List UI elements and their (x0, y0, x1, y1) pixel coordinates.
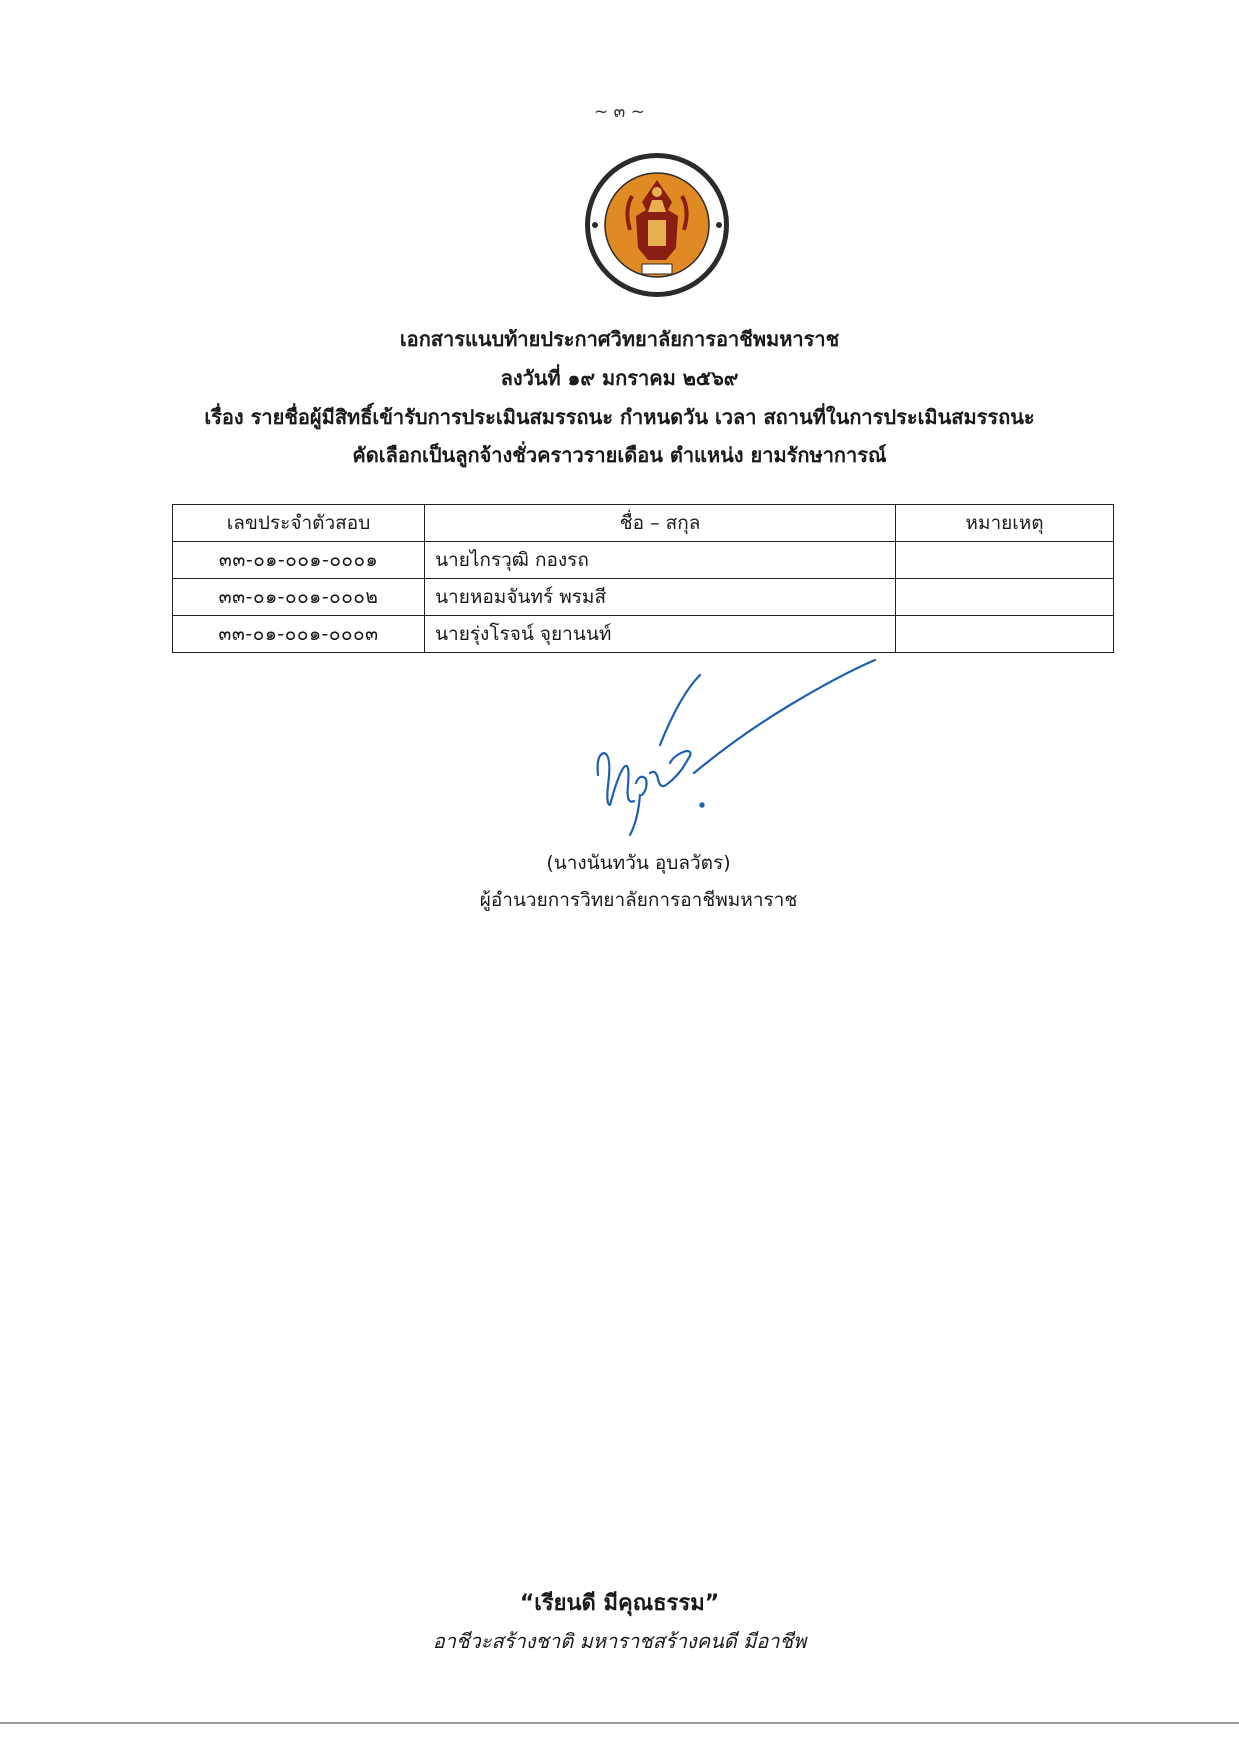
exam-id-cell: ๓๓-๐๑-๐๐๑-๐๐๐๑ (173, 542, 425, 579)
header-line-1: เอกสารแนบท้ายประกาศวิทยาลัยการอาชีพมหาราช (399, 327, 840, 351)
note-cell (896, 542, 1114, 579)
table-row (173, 542, 1114, 579)
signer-name: (นางนันทวัน อุบลวัตร) (546, 852, 731, 874)
name-cell: นายไกรวุฒิ กองรถ (425, 542, 896, 579)
table-header-row (173, 505, 1114, 542)
header-line-4: คัดเลือกเป็นลูกจ้างชั่วคราวรายเดือน ตำแหน่ง ยามรักษาการณ์ (352, 443, 887, 467)
column-header-name: ชื่อ – สกุล (425, 505, 896, 542)
signer-title: ผู้อำนวยการวิทยาลัยการอาชีพมหาราช (479, 889, 798, 911)
header-line-2: ลงวันที่ ๑๙ มกราคม ๒๕๖๙ (500, 366, 739, 390)
college-slogan: อาชีวะสร้างชาติ มหาราชสร้างคนดี มีอาชีพ (432, 1629, 807, 1653)
name-cell: นายรุ่งโรจน์ จุยานนท์ (425, 616, 896, 653)
college-seal-icon (582, 150, 732, 300)
page-bottom-rule (0, 1722, 1239, 1724)
exam-id-cell: ๓๓-๐๑-๐๐๑-๐๐๐๓ (173, 616, 425, 653)
exam-id-cell: ๓๓-๐๑-๐๐๑-๐๐๐๒ (173, 579, 425, 616)
header-line-3: เรื่อง รายชื่อผู้มีสิทธิ์เข้ารับการประเมินสมรรถนะ กำหนดวัน เวลา สถานที่ในการประเมินสมรรถนะ (204, 405, 1035, 429)
note-cell (896, 579, 1114, 616)
page-number: ~ ๓ ~ (594, 102, 645, 122)
college-motto: “เรียนดี มีคุณธรรม” (519, 1591, 720, 1616)
name-cell: นายหอมจันทร์ พรมสี (425, 579, 896, 616)
table-row (173, 579, 1114, 616)
candidate-table (172, 504, 1114, 653)
column-header-note: หมายเหตุ (896, 505, 1114, 542)
column-header-id: เลขประจำตัวสอบ (173, 505, 425, 542)
handwritten-signature-icon (590, 655, 890, 855)
table-row (173, 616, 1114, 653)
note-cell (896, 616, 1114, 653)
